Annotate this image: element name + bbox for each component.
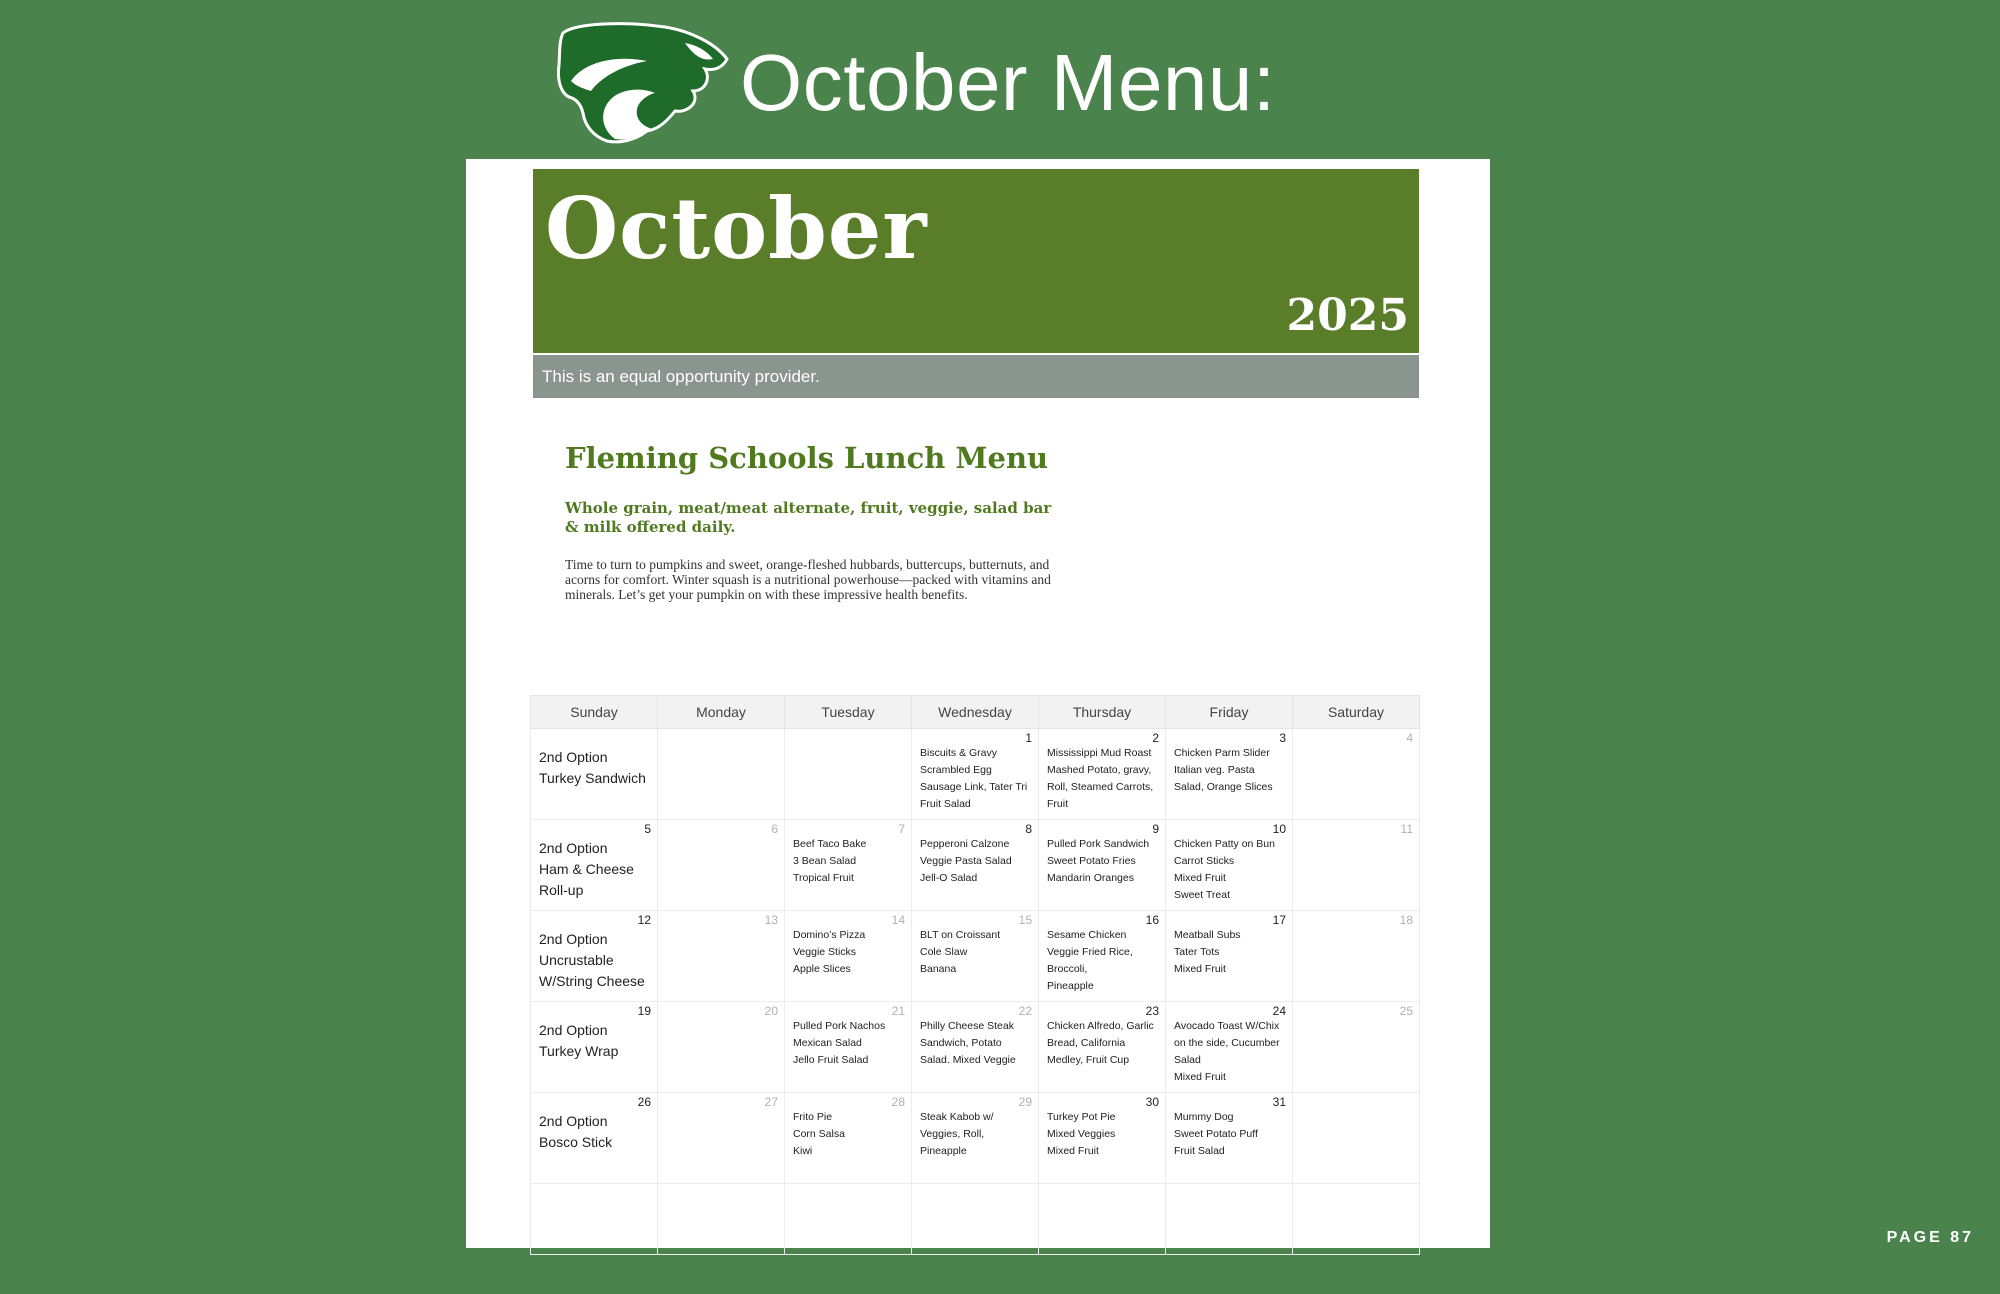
day-number: 29 xyxy=(1018,1095,1032,1109)
day-header-wednesday: Wednesday xyxy=(912,696,1039,729)
menu-items-text: Chicken Patty on Bun Carrot Sticks Mixed Fruit Sweet Treat xyxy=(1174,838,1275,901)
day-number: 11 xyxy=(1400,822,1413,836)
calendar-day-cell xyxy=(658,1002,785,1093)
calendar-day-cell xyxy=(785,729,912,820)
day-number: 23 xyxy=(1145,1004,1159,1018)
calendar-week-row xyxy=(531,911,1420,1002)
menu-flyer xyxy=(466,159,1490,1248)
day-number: 14 xyxy=(891,913,905,927)
day-number: 7 xyxy=(898,822,905,836)
day-number: 15 xyxy=(1018,913,1032,927)
calendar-day-cell xyxy=(1039,1093,1166,1184)
calendar-empty-cell xyxy=(1293,1184,1420,1255)
calendar-day-cell xyxy=(1166,729,1293,820)
menu-items-text: Mississippi Mud Roast Mashed Potato, gravy, Roll, Steamed Carrots, Fruit xyxy=(1047,747,1154,810)
day-number: 4 xyxy=(1406,731,1413,745)
menu-items-text: Philly Cheese Steak Sandwich, Potato Salad. Mixed Veggie xyxy=(920,1020,1016,1066)
menu-items-text xyxy=(785,729,911,745)
day-header-sunday: Sunday xyxy=(531,696,658,729)
day-number: 2 xyxy=(1152,731,1159,745)
calendar-week-row xyxy=(531,1002,1420,1093)
month-banner xyxy=(533,169,1419,353)
calendar-week-row xyxy=(531,820,1420,911)
calendar-day-cell xyxy=(1293,1093,1420,1184)
menu-items-text: Sesame Chicken Veggie Fried Rice, Broccoli, Pineapple xyxy=(1047,929,1133,992)
calendar-day-cell xyxy=(785,1093,912,1184)
day-number: 3 xyxy=(1279,731,1286,745)
menu-items-text: Domino’s Pizza Veggie Sticks Apple Slices xyxy=(793,929,866,975)
calendar-day-cell xyxy=(531,729,658,820)
day-number: 8 xyxy=(1025,822,1032,836)
second-option-text: 2nd Option Ham & Cheese Roll-up xyxy=(539,840,634,898)
menu-items-text: Pepperoni Calzone Veggie Pasta Salad Jell-O Salad xyxy=(920,838,1012,884)
day-header-tuesday: Tuesday xyxy=(785,696,912,729)
menu-items-text: Chicken Alfredo, Garlic Bread, California Medley, Fruit Cup xyxy=(1047,1020,1154,1066)
calendar-day-cell xyxy=(912,911,1039,1002)
day-number: 12 xyxy=(637,913,651,927)
banner-month: October xyxy=(545,179,928,278)
page-header xyxy=(555,18,1276,148)
calendar-day-cell xyxy=(1293,911,1420,1002)
day-number: 31 xyxy=(1272,1095,1286,1109)
calendar-week-row xyxy=(531,1093,1420,1184)
menu-items-text xyxy=(658,729,784,745)
calendar-day-cell xyxy=(1293,1002,1420,1093)
menu-items-text: Mummy Dog Sweet Potato Puff Fruit Salad xyxy=(1174,1111,1258,1157)
calendar-day-cell xyxy=(531,1002,658,1093)
calendar-day-cell xyxy=(785,911,912,1002)
calendar-empty-cell xyxy=(1166,1184,1293,1255)
calendar-day-cell xyxy=(531,911,658,1002)
banner-year: 2025 xyxy=(1286,290,1409,341)
menu-items-text xyxy=(1293,1093,1419,1109)
menu-items-text xyxy=(658,820,784,836)
calendar-day-cell xyxy=(531,1093,658,1184)
calendar-day-cell xyxy=(1293,820,1420,911)
day-number: 28 xyxy=(891,1095,905,1109)
menu-items-text: Meatball Subs Tater Tots Mixed Fruit xyxy=(1174,929,1241,975)
calendar-day-cell xyxy=(1293,729,1420,820)
menu-items-text: Beef Taco Bake 3 Bean Salad Tropical Fruit xyxy=(793,838,867,884)
page-title: October Menu: xyxy=(740,38,1276,127)
day-number: 30 xyxy=(1145,1095,1159,1109)
day-number: 1 xyxy=(1025,731,1032,745)
day-header-saturday: Saturday xyxy=(1293,696,1420,729)
calendar-day-cell xyxy=(658,1093,785,1184)
menu-items-text xyxy=(1293,729,1419,745)
day-number: 6 xyxy=(771,822,778,836)
day-number: 16 xyxy=(1145,913,1159,927)
provider-note: This is an equal opportunity provider. xyxy=(542,367,820,386)
menu-items-text: Chicken Parm Slider Italian veg. Pasta Salad, Orange Slices xyxy=(1174,747,1273,793)
second-option-text: 2nd Option Bosco Stick xyxy=(539,1113,613,1150)
calendar-day-cell xyxy=(1039,820,1166,911)
calendar-empty-cell xyxy=(912,1184,1039,1255)
calendar-day-cell xyxy=(1039,911,1166,1002)
day-number: 18 xyxy=(1399,913,1413,927)
calendar-empty-row xyxy=(531,1184,1420,1255)
calendar-day-cell xyxy=(1166,820,1293,911)
calendar-day-cell xyxy=(785,820,912,911)
day-number: 20 xyxy=(764,1004,778,1018)
menu-items-text: BLT on Croissant Cole Slaw Banana xyxy=(920,929,1001,975)
calendar-day-cell xyxy=(658,729,785,820)
day-number: 9 xyxy=(1152,822,1159,836)
calendar-day-cell xyxy=(658,820,785,911)
calendar-empty-cell xyxy=(785,1184,912,1255)
menu-items-text: Frito Pie Corn Salsa Kiwi xyxy=(793,1111,845,1157)
calendar-day-cell xyxy=(912,820,1039,911)
menu-title: Fleming Schools Lunch Menu xyxy=(565,441,1049,475)
day-number: 22 xyxy=(1018,1004,1032,1018)
calendar-day-cell xyxy=(1039,1002,1166,1093)
second-option-text: 2nd Option Turkey Sandwich xyxy=(539,749,646,786)
day-number: 27 xyxy=(764,1095,778,1109)
calendar-empty-cell xyxy=(658,1184,785,1255)
menu-blurb: Time to turn to pumpkins and sweet, orange-fleshed hubbards, buttercups, butternuts, and acorns for comfort. Winter squash is a nutritional powerhouse—packed with vitamins and minerals. Let’s get your pumpkin on with these impressive health benefits. xyxy=(565,557,1051,602)
day-header-row xyxy=(531,696,1420,729)
day-number: 19 xyxy=(637,1004,651,1018)
day-number: 24 xyxy=(1272,1004,1286,1018)
day-number: 10 xyxy=(1272,822,1286,836)
calendar-empty-cell xyxy=(1039,1184,1166,1255)
menu-items-text: Biscuits & Gravy Scrambled Egg Sausage Link, Tater Tri Fruit Salad xyxy=(920,747,1028,810)
calendar-day-cell xyxy=(912,1093,1039,1184)
calendar-day-cell xyxy=(785,1002,912,1093)
calendar-day-cell xyxy=(531,820,658,911)
menu-items-text: Steak Kabob w/ Veggies, Roll, Pineapple xyxy=(920,1111,994,1157)
day-number: 26 xyxy=(637,1095,651,1109)
menu-items-text: Pulled Pork Nachos Mexican Salad Jello Fruit Salad xyxy=(793,1020,886,1066)
second-option-text: 2nd Option Uncrustable W/String Cheese xyxy=(539,931,645,989)
menu-subtitle: Whole grain, meat/meat alternate, fruit, veggie, salad bar & milk offered daily. xyxy=(565,499,1052,536)
menu-items-text: Pulled Pork Sandwich Sweet Potato Fries Mandarin Oranges xyxy=(1047,838,1150,884)
calendar-day-cell xyxy=(658,911,785,1002)
panther-head-icon xyxy=(555,21,730,146)
calendar-week-row xyxy=(531,729,1420,820)
day-number: 13 xyxy=(764,913,778,927)
day-number: 17 xyxy=(1272,913,1286,927)
second-option-text: 2nd Option Turkey Wrap xyxy=(539,1022,619,1059)
day-number: 25 xyxy=(1399,1004,1413,1018)
day-number: 5 xyxy=(644,822,651,836)
calendar-day-cell xyxy=(1166,911,1293,1002)
menu-items-text: Avocado Toast W/Chix on the side, Cucumber Salad Mixed Fruit xyxy=(1174,1020,1280,1083)
provider-bar xyxy=(533,355,1419,398)
day-header-monday: Monday xyxy=(658,696,785,729)
day-header-thursday: Thursday xyxy=(1039,696,1166,729)
lunch-calendar xyxy=(530,695,1420,1255)
menu-items-text: Turkey Pot Pie Mixed Veggies Mixed Fruit xyxy=(1047,1111,1116,1157)
page-number: PAGE 87 xyxy=(1886,1229,1974,1246)
calendar-day-cell xyxy=(1166,1002,1293,1093)
day-number: 21 xyxy=(891,1004,905,1018)
calendar-day-cell xyxy=(1039,729,1166,820)
calendar-empty-cell xyxy=(531,1184,658,1255)
calendar-day-cell xyxy=(1166,1093,1293,1184)
calendar-day-cell xyxy=(912,729,1039,820)
day-header-friday: Friday xyxy=(1166,696,1293,729)
calendar-day-cell xyxy=(912,1002,1039,1093)
